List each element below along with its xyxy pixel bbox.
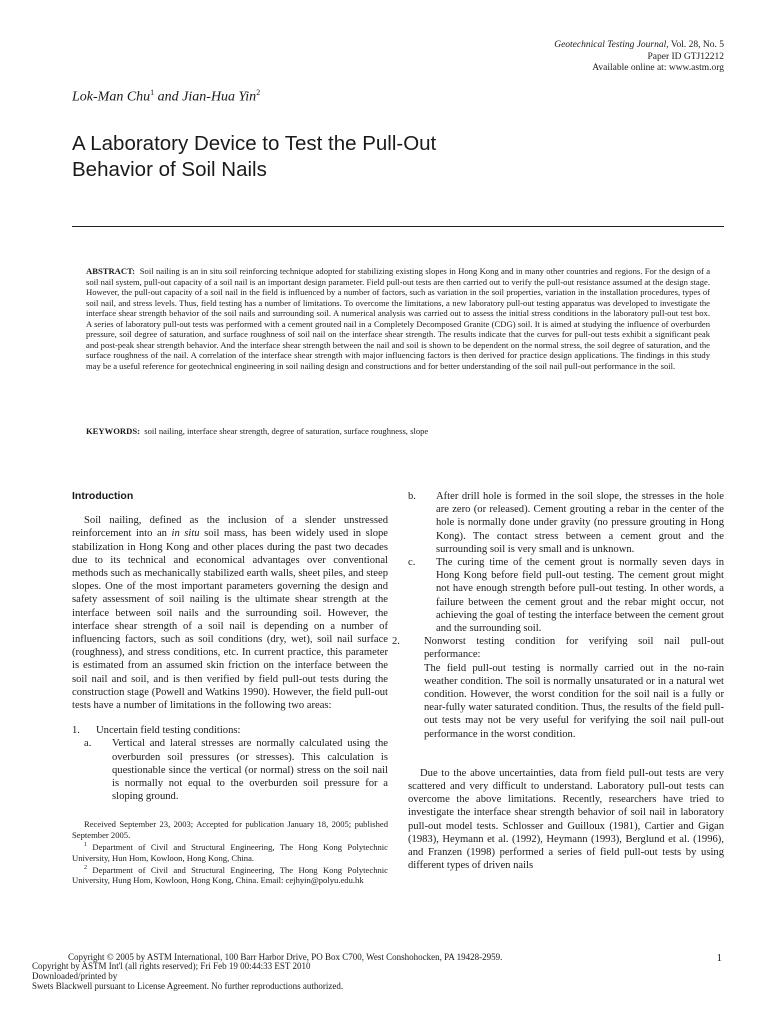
journal-name: Geotechnical Testing Journal [554,40,667,50]
intro-italic-term: in situ [171,528,200,540]
footnote-1 [72,840,388,863]
download-line-2: Downloaded/printed by [32,971,118,981]
section-heading-introduction: Introduction [72,490,134,502]
abstract-text: Soil nailing is an in situ soil reinforcing technique adopted for stabilizing existing slopes in Hong Kong and in many other countries and regions. For the design of a soil nail system, pull-out capacity of a soil nail is an important design parameter. Field pull-out tests are then carried out to verify the pull-out resistance assumed at the design stage. However, the pull-out capacity of a soil nail in the field is influenced by a number of factors, such as variation in the soil properties, variation in the installation procedures, types of soil nail, and stress levels. Thus, field testing has a number of limitations. To overcome the limitations, a new laboratory pull-out testing apparatus was developed to investigate the interface shear strength behavior of the soil nails and surrounding soil. A numerical analysis was carried out to assess the initial stress conditions in the laboratory pull-out test box. A series of laboratory pull-out tests was performed with a cement grouted nail in a Completely Decomposed Granite (CDG) soil. It is aimed at studying the influence of overburden pressure, soil degree of saturation, and surface roughness of soil nail on the interface shear strength. The results indicate that the curves for pull-out tests exhibit a significant peak and post-peak shear strength behavior. And the interface shear strength between the nail and soil is shown to be dependent on the normal stress, the soil degree of saturation, and the surface roughness of the nail. A correlation of the interface shear strength with major influencing factors is then derived for practice design applications. The findings in this study may be a useful reference for geotechnical engineering in soil nailing design and constructions and for better understanding of the soil nail pull-out performance in the soil. [86,266,711,371]
intro-paragraph [72,514,388,712]
author-line [72,88,260,106]
list-item-1b [408,490,724,556]
keywords-label: KEYWORDS: [86,426,140,436]
right-column [392,490,724,872]
title-line-2: Behavior of Soil Nails [72,158,267,181]
footnotes [72,819,388,885]
author-1-affiliation: 1 [150,88,155,97]
journal-info [554,40,724,75]
list-item-1-number: 1. [72,725,80,737]
download-line-3: Swets Blackwell pursuant to License Agreement. No further reproductions authorized. [32,981,344,991]
paper-id: Paper ID GTJ12212 [647,51,724,62]
title-divider [72,226,724,227]
abstract [86,266,710,371]
journal-volume: , Vol. 28, No. 5 [666,40,724,50]
keywords [86,426,710,437]
list-item-1a-text: Vertical and lateral stresses are normally calculated using the overburden soil pressures (or stresses). This calculation is questionable since the vertical (or normal) stress on the soil nail is normally not equal to the overburden soil pressure for a sloping ground. [112,738,388,803]
list-item-1b-text: After drill hole is formed in the soil slope, the stresses in the hole are zero (or released). Cement grouting a rebar in the center of the hole is normally done under gravity (no pressure grouting in Hong Kong). The contact stress between a cement grout and the surrounding soil is very small and is unknown. [436,491,724,555]
list-item-2 [392,635,724,661]
abstract-label: ABSTRACT: [86,266,136,276]
list-item-1b-letter: b. [408,491,416,502]
title-line-1: A Laboratory Device to Test the Pull-Out [72,132,437,155]
available-online: Available online at: www.astm.org [592,63,724,73]
list-item-2-number: 2. [392,636,400,648]
footnote-2-text: Department of Civil and Structural Engineering, The Hong Kong Polytechnic University, Hung Hom, Kowloon, Hong Kong, China. Email: cejhyin@polyu.edu.hk [72,864,388,886]
page-number: 1 [716,952,722,964]
footnote-1-marker: 1 [84,842,87,849]
download-notice [32,961,532,991]
intro-text-part-1: Soil nailing, defined as the inclusion of a slender unstressed reinforcement into an [72,515,388,540]
list-item-1a [72,737,388,803]
intro-text-part-2: soil mass, has been widely used in slope stabilization in Hong Kong and other places during the past two decades due to its technical and economical advantages over conventional methods such as mechanically stabilized earth walls, sheet piles, and steep slopes. One of the most important parameters governing the design and safety assessment of soil nailing is the ultimate shear strength at the interface between soil nails and the surrounding soil. However, the interface shear strength of a soil nail is depending on a number of influencing factors, such as soil conditions (dry, wet), soil nail surface (roughness), and stress conditions, etc. In current practice, this parameter is estimated from an assumed skin friction on the interface between the soil nail and soil, and is then verified by field pull-out tests during the construction stage (Powell and Watkins 1990). However, the field pull-out tests have a number of limitations in the following two areas: [72,528,388,712]
journal-citation [554,40,724,52]
list-item-1 [72,724,388,737]
list-item-1-text: Uncertain field testing conditions: [96,725,241,737]
left-column [72,490,388,886]
list-item-1c-text: The curing time of the cement grout is normally seven days in Hong Kong before field pull-out testing. The cement grout might not have enough strength before pull-out testing. In other words, a failure between the cement grout and the rebar might occur, not achieving the goal of testing the interface between the cement grout and the surrounding soil. [436,557,724,635]
list-item-1c-letter: c. [408,557,416,569]
footnote-2-marker: 2 [84,864,87,871]
list-item-1a-letter: a. [84,738,92,750]
keywords-text: soil nailing, interface shear strength, degree of saturation, surface roughness, slope [144,426,429,436]
list-item-1c [408,556,724,635]
author-2: and Jian-Hua Yin [154,89,257,105]
footnote-2 [72,863,388,886]
download-line-1: Copyright by ASTM Int'l (all rights reserved); Fri Feb 19 00:44:33 EST 2010 [32,961,311,971]
body-paragraph-2: Due to the above uncertainties, data from field pull-out tests are very scattered and very difficult to understand. Laboratory pull-out tests can overcome the above limitations. Recently, researchers have tried to investigate the interface shear strength behavior of soil nail in laboratory pull-out model tests. Schlosser and Guilloux (1981), Cartier and Gigan (1983), Heymann et al. (1992), Heymann (1993), Berglund et al. (1996), and Franzen (1998) performed a series of field pull-out tests by using different types of driven nails [408,767,724,872]
footnote-1-text: Department of Civil and Structural Engineering, The Hong Kong Polytechnic University, Hun Hom, Kowloon, Hong Kong, China. [72,842,388,863]
copyright-notice: Copyright © 2005 by ASTM International, 100 Barr Harbor Drive, PO Box C700, West Conshohocken, PA 19428-2959. [68,952,503,962]
paper-title [72,131,692,183]
author-1: Lok-Man Chu [72,89,151,105]
received-dates: Received September 23, 2003; Accepted for publication January 18, 2005; published September 2005. [72,819,388,840]
list-item-2-title: Nonworst testing condition for verifying soil nail pull-out performance: [424,636,724,661]
author-2-affiliation: 2 [256,88,261,97]
list-item-2-body: The field pull-out testing is normally carried out in the no-rain weather condition. The soil is normally unsaturated or in a natural wet condition. However, the worst condition for the soil nail is a fully or near-fully water saturated condition. Thus, the results of the field pull-out tests may not be very useful for verifying the soil nail pull-out performance in the worst condition. [424,662,724,740]
